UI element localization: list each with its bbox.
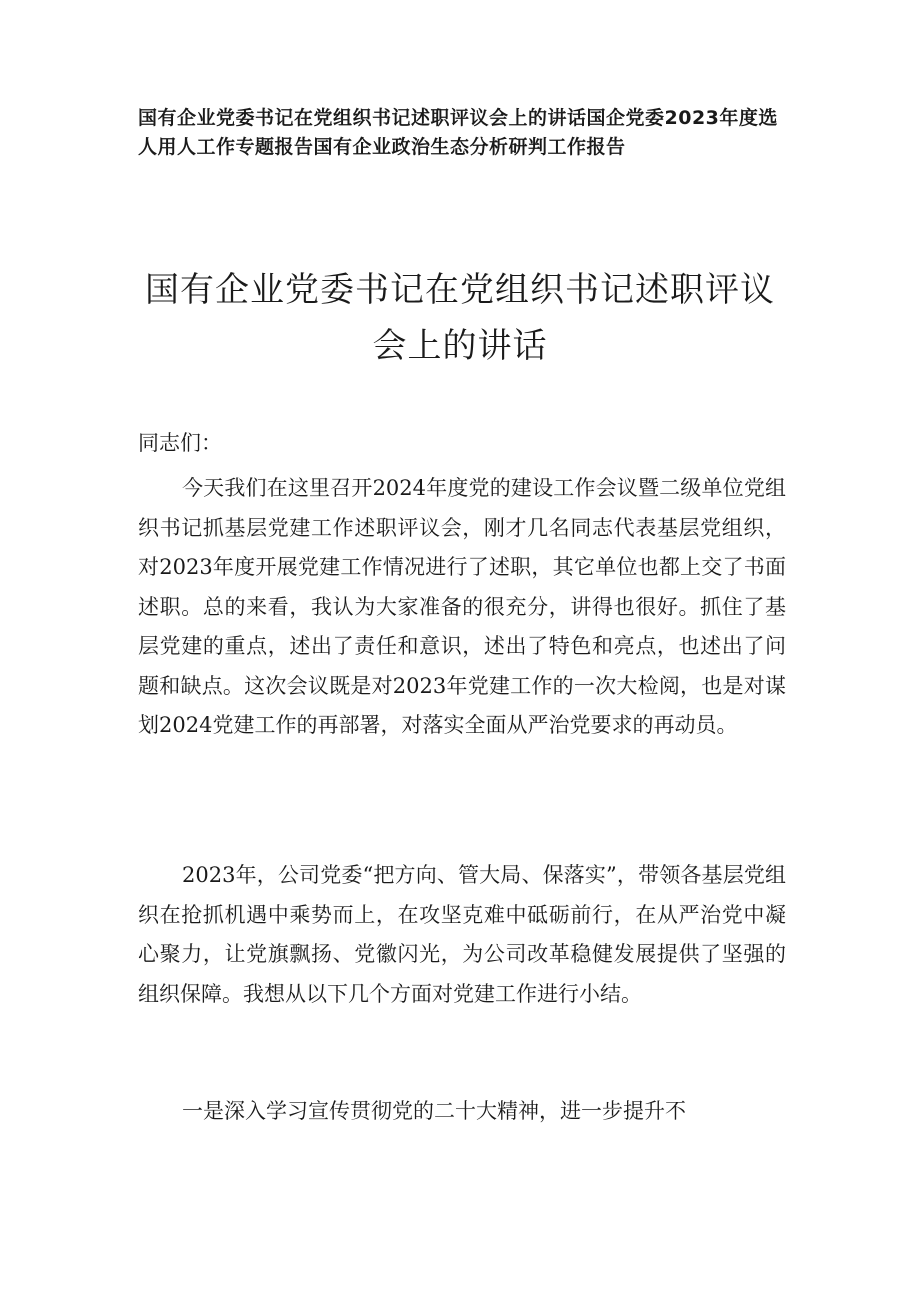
paragraph-3: 一是深入学习宣传贯彻党的二十大精神，进一步提升不 <box>182 1099 686 1123</box>
salutation: 同志们： <box>138 431 222 455</box>
paragraph-2: 2023年，公司党委“把方向、管大局、保落实”，带领各基层党组织在抢抓机遇中乘势而上，在攻坚克难中砥砺前行，在从严治党中凝心聚力，让党旗飘扬、党徽闪光，为公司改革稳健发展提供了坚强的组织保障。我想从以下几个方面对党建工作进行小结。 <box>138 863 786 1006</box>
paragraph-1: 今天我们在这里召开2024年度党的建设工作会议暨二级单位党组织书记抓基层党建工作述职评议会，刚才几名同志代表基层党组织，对2023年度开展党建工作情况进行了述职，其它单位也都上交了书面述职。总的来看，我认为大家准备的很充分，讲得也很好。抓住了基层党建的重点，述出了责任和意识，述出了特色和亮点，也述出了问题和缺点。这次会议既是对2023年党建工作的一次大检阅，也是对谋划2024党建工作的再部署，对落实全面从严治党要求的再动员。 <box>138 476 786 737</box>
document-header: 国有企业党委书记在党组织书记述职评议会上的讲话国企党委2023年度选人用人工作专题报告国有企业政治生态分析研判工作报告 <box>138 107 778 158</box>
document-title: 国有企业党委书记在党组织书记述职评议会上的讲话 <box>145 270 775 366</box>
